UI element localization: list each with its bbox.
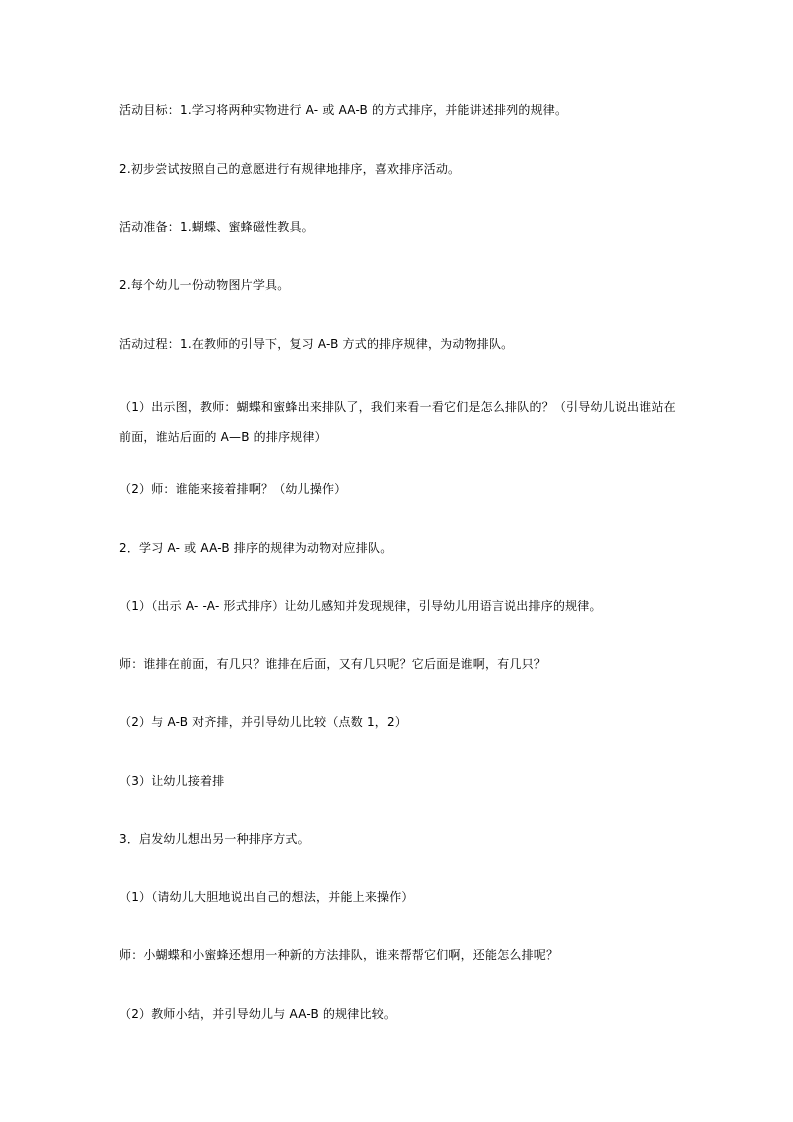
paragraph-step-2-3: （3）让幼儿接着排 (119, 774, 225, 788)
paragraph-step-3-1: （1）（请幼儿大胆地说出自己的想法，并能上来操作） (119, 890, 414, 904)
paragraph-goal-2: 2.初步尝试按照自己的意愿进行有规律地排序，喜欢排序活动。 (119, 162, 461, 176)
paragraph-step-2: 2．学习 A- 或 AA-B 排序的规律为动物对应排队。 (119, 541, 393, 555)
paragraph-teacher-question: 师：谁排在前面，有几只？谁排在后面，又有几只呢？它后面是谁啊，有几只？ (119, 657, 547, 671)
paragraph-activity-process: 活动过程：1.在教师的引导下，复习 A-B 方式的排序规律，为动物排队。 (119, 337, 514, 351)
paragraph-step-3: 3．启发幼儿想出另一种排序方式。 (119, 832, 310, 846)
paragraph-teacher-prompt: 师：小蝴蝶和小蜜蜂还想用一种新的方法排队，谁来帮帮它们啊，还能怎么排呢？ (119, 948, 559, 962)
paragraph-step-2-1: （1）（出示 A- -A- 形式排序）让幼儿感知并发现规律，引导幼儿用语言说出排序的规律。 (119, 599, 602, 613)
paragraph-step-3-2: （2）教师小结，并引导幼儿与 AA-B 的规律比较。 (119, 1007, 397, 1021)
paragraph-step-1-1: （1）出示图，教师：蝴蝶和蜜蜂出来排队了，我们来看一看它们是怎么排队的？（引导幼儿说出谁站在前面，谁站后面的 A—B 的排序规律） (119, 400, 676, 444)
paragraph-activity-goal: 活动目标：1.学习将两种实物进行 A- 或 AA-B 的方式排序，并能讲述排列的规律。 (119, 103, 568, 117)
paragraph-prep-2: 2.每个幼儿一份动物图片学具。 (119, 278, 290, 292)
paragraph-step-1-2: （2）师：谁能来接着排啊？（幼儿操作） (119, 482, 347, 496)
paragraph-step-2-2: （2）与 A-B 对齐排，并引导幼儿比较（点数 1，2） (119, 715, 408, 729)
paragraph-activity-prep: 活动准备：1.蝴蝶、蜜蜂磁性教具。 (119, 220, 314, 234)
